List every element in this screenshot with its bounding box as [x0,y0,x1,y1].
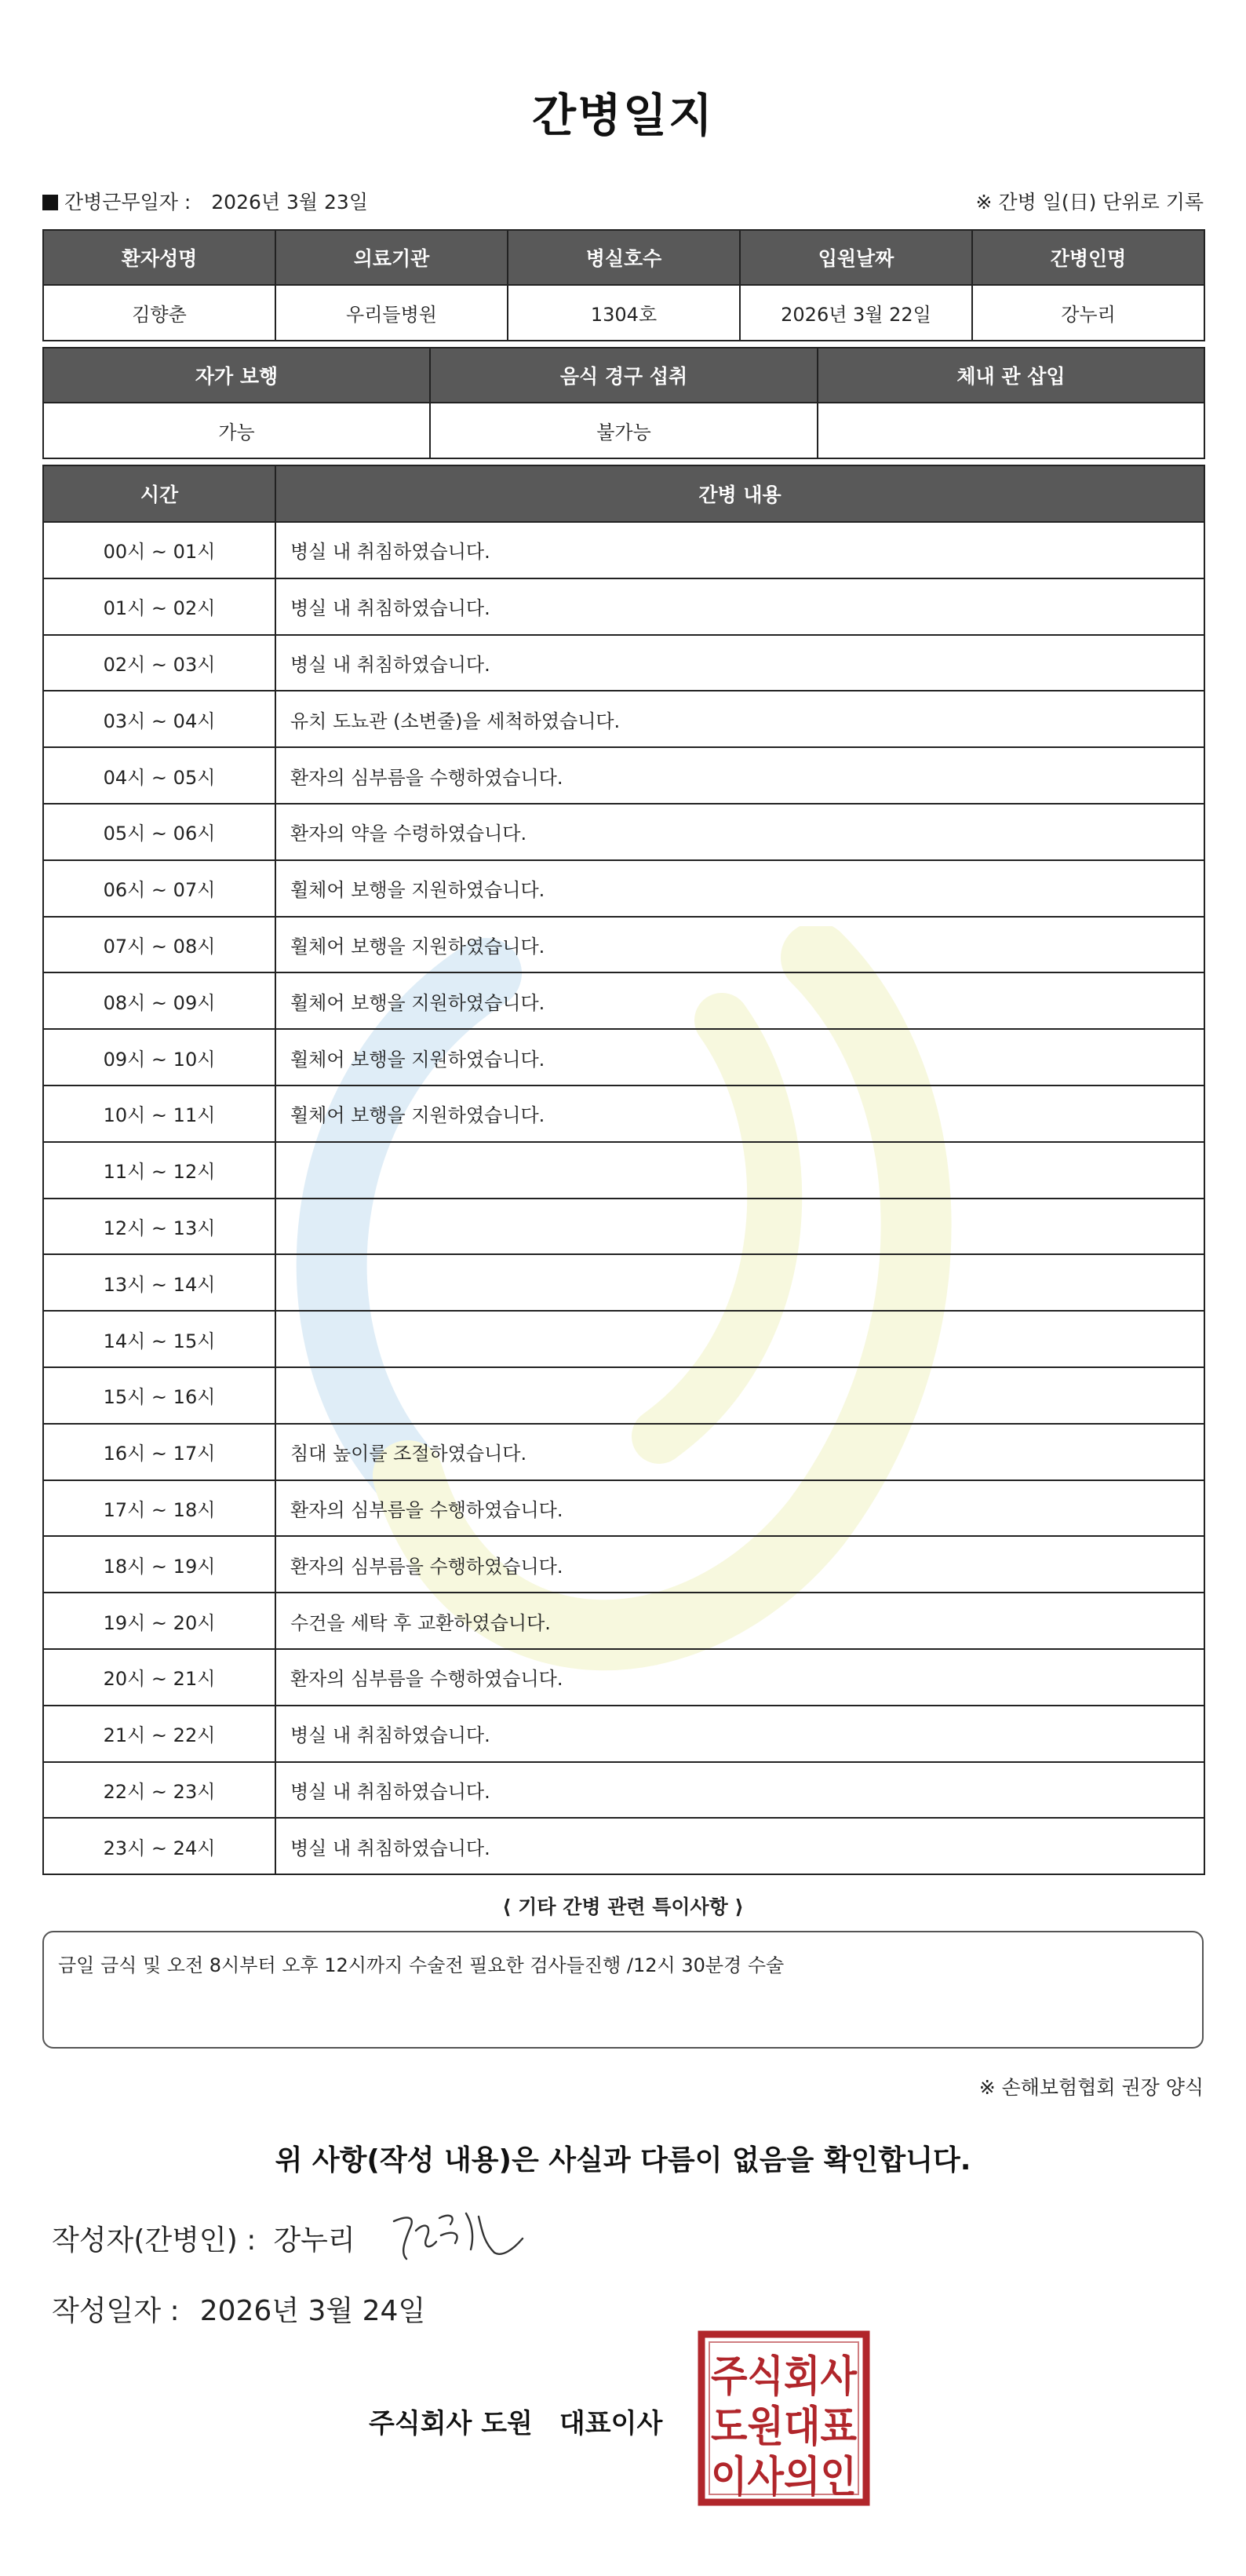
care-log-time: 13시 ~ 14시 [43,1254,275,1311]
care-log-content [275,1367,1204,1424]
self-walking-value: 가능 [43,403,430,458]
company-line [369,2402,662,2440]
header-tube-insertion: 체내 관 삽입 [818,348,1204,403]
care-log-content: 환자의 약을 수령하였습니다. [275,804,1204,860]
care-log-row [43,1254,1204,1311]
header-admission-date: 입원날짜 [740,230,972,285]
care-log-row [43,747,1204,804]
care-log-time: 01시 ~ 02시 [43,578,275,635]
care-log-content [275,1254,1204,1311]
care-log-time: 11시 ~ 12시 [43,1142,275,1199]
header-patient-name: 환자성명 [43,230,275,285]
care-log-row [43,1085,1204,1142]
care-log-row [43,691,1204,747]
care-log-content: 휠체어 보행을 지원하였습니다. [275,972,1204,1029]
care-log-row [43,860,1204,917]
patient-status-table [42,347,1205,459]
care-log-time: 09시 ~ 10시 [43,1029,275,1085]
record-unit-note: ※ 간병 일(日) 단위로 기록 [975,191,1204,213]
care-log-time: 06시 ~ 07시 [43,860,275,917]
work-date-value: 2026년 3월 23일 [211,191,368,213]
writer-name: 강누리 [273,2224,355,2257]
handwritten-signature [384,2198,534,2268]
care-log-row [43,917,1204,973]
care-log-time: 12시 ~ 13시 [43,1199,275,1255]
special-notes-box: 금일 금식 및 오전 8시부터 오후 12시까지 수술전 필요한 검사들진행 /12시 30분경 수술 [42,1931,1204,2049]
room-number-value: 1304호 [508,285,740,341]
care-log-content: 병실 내 취침하였습니다. [275,1818,1204,1874]
care-log-content: 휠체어 보행을 지원하였습니다. [275,860,1204,917]
care-log-time: 18시 ~ 19시 [43,1536,275,1593]
care-log-content: 병실 내 취침하였습니다. [275,1706,1204,1762]
care-log-row [43,1480,1204,1537]
company-representative-title: 대표이사 [559,2408,663,2439]
writer-line [52,2218,355,2258]
admission-date-value: 2026년 3월 22일 [740,285,972,341]
care-log-body [43,522,1204,1874]
care-log-content: 병실 내 취침하였습니다. [275,522,1204,578]
care-log-time: 14시 ~ 15시 [43,1311,275,1367]
care-log-time: 04시 ~ 05시 [43,747,275,804]
care-log-time: 15시 ~ 16시 [43,1367,275,1424]
care-log-content [275,1142,1204,1199]
care-log-time: 21시 ~ 22시 [43,1706,275,1762]
care-log-content: 환자의 심부름을 수행하였습니다. [275,1480,1204,1537]
care-log-content: 휠체어 보행을 지원하였습니다. [275,1029,1204,1085]
recommend-form-note: ※ 손해보험협회 권장 양식 [978,2076,1204,2099]
header-self-walking: 자가 보행 [43,348,430,403]
care-log-row [43,1762,1204,1819]
care-log-row [43,1424,1204,1480]
tube-insertion-value [818,403,1204,458]
confirmation-statement: 위 사항(작성 내용)은 사실과 다름이 없음을 확인합니다. [275,2144,971,2176]
care-log-time: 05시 ~ 06시 [43,804,275,860]
care-log-row [43,1706,1204,1762]
care-log-time: 17시 ~ 18시 [43,1480,275,1537]
header-hospital: 의료기관 [275,230,508,285]
care-log-content: 휠체어 보행을 지원하였습니다. [275,1085,1204,1142]
care-log-time: 23시 ~ 24시 [43,1818,275,1874]
care-log-row [43,1536,1204,1593]
care-log-content: 휠체어 보행을 지원하였습니다. [275,917,1204,973]
company-seal-stamp [697,2330,871,2507]
header-care-content: 간병 내용 [275,465,1204,522]
oral-intake-value: 불가능 [430,403,818,458]
care-log-row [43,522,1204,578]
care-log-row [43,972,1204,1029]
care-log-content: 침대 높이를 조절하였습니다. [275,1424,1204,1480]
header-room-number: 병실호수 [508,230,740,285]
care-log-row [43,804,1204,860]
notes-heading: ⟨ 기타 간병 관련 특이사항 ⟩ [502,1896,744,1918]
care-log-time: 07시 ~ 08시 [43,917,275,973]
care-log-time: 03시 ~ 04시 [43,691,275,747]
care-log-time: 19시 ~ 20시 [43,1593,275,1649]
care-log-content: 수건을 세탁 후 교환하였습니다. [275,1593,1204,1649]
header-caregiver-name: 간병인명 [972,230,1204,285]
care-log-content: 병실 내 취침하였습니다. [275,578,1204,635]
square-bullet-icon [42,195,58,210]
header-time: 시간 [43,465,275,522]
work-date-row [42,187,1204,218]
patient-name-value: 김향춘 [43,285,275,341]
care-log-row [43,578,1204,635]
written-date-value: 2026년 3월 24일 [199,2295,426,2327]
care-log-row [43,635,1204,691]
patient-info-table [42,229,1205,341]
care-log-content: 병실 내 취침하였습니다. [275,635,1204,691]
care-log-row [43,1367,1204,1424]
care-log-time: 10시 ~ 11시 [43,1085,275,1142]
care-log-content [275,1199,1204,1255]
care-log-content: 유치 도뇨관 (소변줄)을 세척하였습니다. [275,691,1204,747]
care-log-time: 02시 ~ 03시 [43,635,275,691]
seal-text-line: 주식회사 [711,2352,858,2401]
care-log-content: 환자의 심부름을 수행하였습니다. [275,1649,1204,1706]
writer-label: 작성자(간병인) : [52,2224,257,2257]
seal-text-line: 도원대표 [711,2402,857,2451]
patient-info-header-row [43,230,1204,285]
care-log-row [43,1593,1204,1649]
work-date-label: 간병근무일자 : [64,191,191,213]
hospital-value: 우리들병원 [275,285,508,341]
care-log-header-row [43,465,1204,522]
care-log-row [43,1818,1204,1874]
written-date-label: 작성일자 : [52,2295,180,2327]
care-log-content [275,1311,1204,1367]
care-log-content: 병실 내 취침하였습니다. [275,1762,1204,1819]
caregiver-name-value: 강누리 [972,285,1204,341]
care-log-time: 20시 ~ 21시 [43,1649,275,1706]
care-log-time: 08시 ~ 09시 [43,972,275,1029]
care-log-row [43,1142,1204,1199]
patient-status-value-row [43,403,1204,458]
care-log-time: 22시 ~ 23시 [43,1762,275,1819]
work-date-info [42,187,368,215]
page-title: 간병일지 [531,89,715,142]
care-log-time: 00시 ~ 01시 [43,522,275,578]
care-log-row [43,1199,1204,1255]
care-log-content: 환자의 심부름을 수행하였습니다. [275,1536,1204,1593]
care-log-time: 16시 ~ 17시 [43,1424,275,1480]
care-log-row [43,1029,1204,1085]
patient-status-header-row [43,348,1204,403]
patient-info-value-row [43,285,1204,341]
written-date-line [52,2289,425,2329]
header-oral-intake: 음식 경구 섭취 [430,348,818,403]
company-name: 주식회사 도원 [369,2408,533,2439]
hourly-care-log-table [42,465,1205,1875]
care-log-row [43,1311,1204,1367]
seal-text-line: 이사의인 [711,2452,857,2501]
care-log-row [43,1649,1204,1706]
care-log-content: 환자의 심부름을 수행하였습니다. [275,747,1204,804]
